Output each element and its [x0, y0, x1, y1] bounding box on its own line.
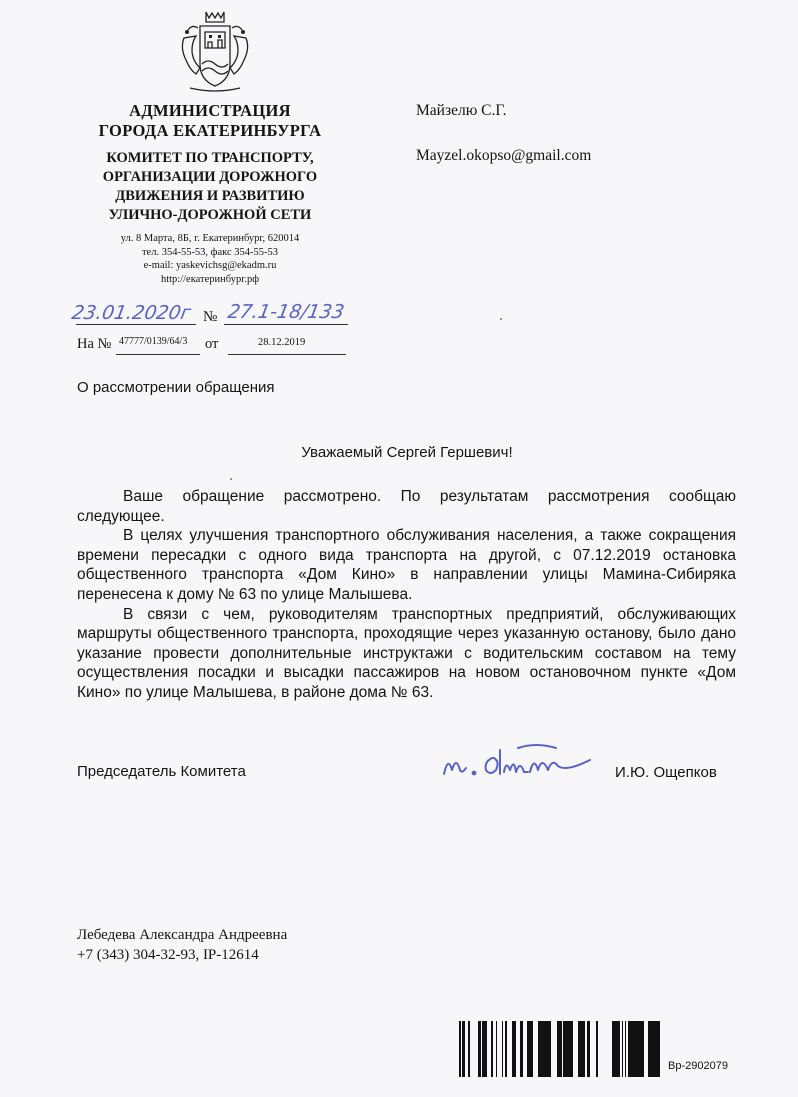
org-name	[60, 101, 360, 141]
executor-info	[77, 925, 287, 965]
document-barcode	[459, 1021, 660, 1077]
executor-name: Лебедева Александра Андреевна	[77, 927, 288, 943]
registration-number-underline	[224, 324, 348, 325]
registration-date-underline	[76, 324, 196, 325]
letter-body	[77, 487, 736, 703]
coat-of-arms-emblem	[178, 8, 252, 94]
handwritten-signature	[440, 736, 600, 782]
scan-speck	[500, 318, 502, 320]
committee-line: КОМИТЕТ ПО ТРАНСПОРТУ,	[106, 150, 314, 166]
letter-subject: О рассмотрении обращения	[77, 379, 275, 396]
executor-phone: +7 (343) 304-32-93, IP-12614	[77, 947, 259, 963]
registration-number: 27.1-18/133	[226, 301, 346, 323]
reply-to-label: На №	[77, 336, 112, 352]
signatory-name: И.Ю. Ощепков	[615, 764, 717, 781]
sender-address: ул. 8 Марта, 8Б, г. Екатеринбург, 620014	[120, 233, 300, 244]
addressee-name: Майзелю С.Г.	[416, 102, 507, 119]
registration-number-label: №	[203, 309, 218, 325]
scan-speck	[230, 478, 232, 480]
reply-to-date: 28.12.2019	[258, 337, 306, 348]
reply-to-date-underline	[228, 354, 346, 355]
sender-contacts	[60, 232, 360, 286]
addressee-email: Mayzel.okopso@gmail.com	[416, 147, 592, 164]
org-name-line2: ГОРОДА ЕКАТЕРИНБУРГА	[98, 121, 322, 140]
document-code: Вр-2902079	[668, 1060, 728, 1072]
org-name-line1: АДМИНИСТРАЦИЯ	[129, 101, 291, 120]
committee-line: УЛИЧНО-ДОРОЖНОЙ СЕТИ	[108, 207, 312, 223]
reply-to-date-label: от	[205, 336, 219, 352]
committee-name	[60, 149, 360, 225]
body-paragraph: В целях улучшения транспортного обслуживания населения, а также сокращения времени пересадки с одного вида транспорта на другой, с 07.12.2019 остановка общественного транспорта «Дом Кино» в направлении улицы Мамина-Сибиряка перенесена к дому № 63 по улице Малышева.	[77, 527, 736, 603]
salutation: Уважаемый Сергей Гершевич!	[301, 444, 513, 461]
committee-line: ОРГАНИЗАЦИИ ДОРОЖНОГО	[102, 169, 318, 185]
body-paragraph: В связи с чем, руководителям транспортных предприятий, обслуживающих маршруты общественного транспорта, проходящие через указанную останову, было дано указание провести дополнительные инструктажи с водительским составом на тему осуществления посадки и высадки пассажиров на новом остановочном пункте «Дом Кино» по улице Малышева, в районе дома № 63.	[77, 605, 736, 701]
registration-date: 23.01.2020г	[70, 302, 193, 324]
reply-to-number-underline	[116, 354, 200, 355]
body-paragraph: Ваше обращение рассмотрено. По результатам рассмотрения сообщаю следующее.	[77, 488, 736, 525]
sender-website: http://екатеринбург.рф	[160, 273, 260, 285]
sender-email: e-mail: yaskevichsg@ekadm.ru	[143, 260, 277, 271]
reply-to-number: 47777/0139/64/3	[119, 336, 188, 347]
committee-line: ДВИЖЕНИЯ И РАЗВИТИЮ	[115, 188, 305, 204]
sender-phone: тел. 354-55-53, факс 354-55-53	[141, 246, 279, 258]
signatory-title: Председатель Комитета	[77, 763, 246, 780]
